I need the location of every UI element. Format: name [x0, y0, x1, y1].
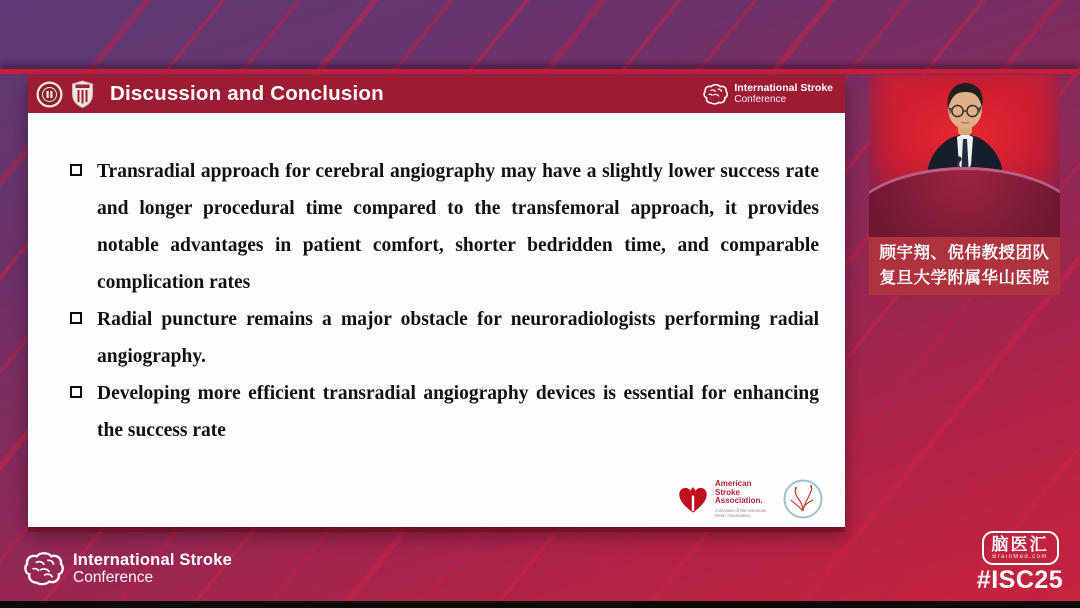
- bullet-text-1: Transradial approach for cerebral angiography may have a slightly lower success rate and longer procedural time compared to the transfemoral approach, it provides notable advantages in patient comfort, shorter bedridden time, and comparable complication rates: [97, 161, 819, 293]
- isc-header-logo-line1: International Stroke: [734, 82, 833, 94]
- vascular-society-round-logo: [783, 479, 823, 519]
- letterbox-bar: [0, 601, 1080, 608]
- speaker-video-panel: [869, 75, 1060, 295]
- bullet-text-3: Developing more efficient transradial angiography devices is essential for enhancing the success rate: [97, 383, 819, 441]
- conference-hashtag: #ISC25: [976, 566, 1064, 594]
- asa-text-line3: Association.: [715, 496, 763, 506]
- isc-header-logo-line2: Conference: [734, 94, 787, 105]
- footer-logo-line1: International Stroke: [73, 551, 232, 569]
- podium: [869, 167, 1060, 237]
- fudan-university-seal-icon: [36, 81, 63, 108]
- bullet-item-1: [42, 153, 819, 301]
- square-bullet-icon: [70, 164, 82, 176]
- isc-header-logo: [702, 83, 833, 105]
- brainmed-hashtag-block: [972, 531, 1068, 595]
- square-bullet-icon: [70, 312, 82, 324]
- asa-text-subtext: A division of the American Heart Association.: [715, 507, 767, 518]
- speaker-caption-line2: 复旦大学附属华山医院: [879, 269, 1050, 287]
- bullet-item-3: [42, 375, 819, 449]
- huashan-hospital-crest-icon: [71, 80, 94, 108]
- speaker-caption-line1: 顾宇翔、倪伟教授团队: [879, 244, 1050, 262]
- isc-footer-logo: [22, 551, 232, 586]
- brain-icon: [22, 552, 64, 586]
- brainmed-logo-subtext: BrainMed.com: [992, 554, 1048, 560]
- presentation-slide: [28, 75, 845, 527]
- stage-edge-stripe: [0, 69, 1080, 74]
- slide-body: [28, 113, 845, 449]
- slide-footer-logos: [676, 479, 823, 519]
- asa-text-line1: American: [715, 479, 752, 489]
- heart-torch-icon: [676, 482, 710, 516]
- slide-header-bar: [28, 75, 845, 113]
- speaker-caption-box: [869, 237, 1060, 295]
- square-bullet-icon: [70, 386, 82, 398]
- brain-icon: [702, 84, 728, 105]
- brainmed-logo-name: 脑医汇: [991, 535, 1049, 554]
- speaker-video-feed: [869, 75, 1060, 237]
- american-stroke-association-logo: [676, 480, 773, 518]
- brainmed-logo: [982, 531, 1059, 565]
- footer-logo-line2: Conference: [73, 569, 154, 586]
- bullet-item-2: [42, 301, 819, 375]
- bullet-text-2: Radial puncture remains a major obstacle for neuroradiologists performing radial angiography.: [97, 309, 819, 367]
- slide-title: Discussion and Conclusion: [110, 82, 384, 105]
- asa-text-line2: Stroke: [715, 487, 740, 497]
